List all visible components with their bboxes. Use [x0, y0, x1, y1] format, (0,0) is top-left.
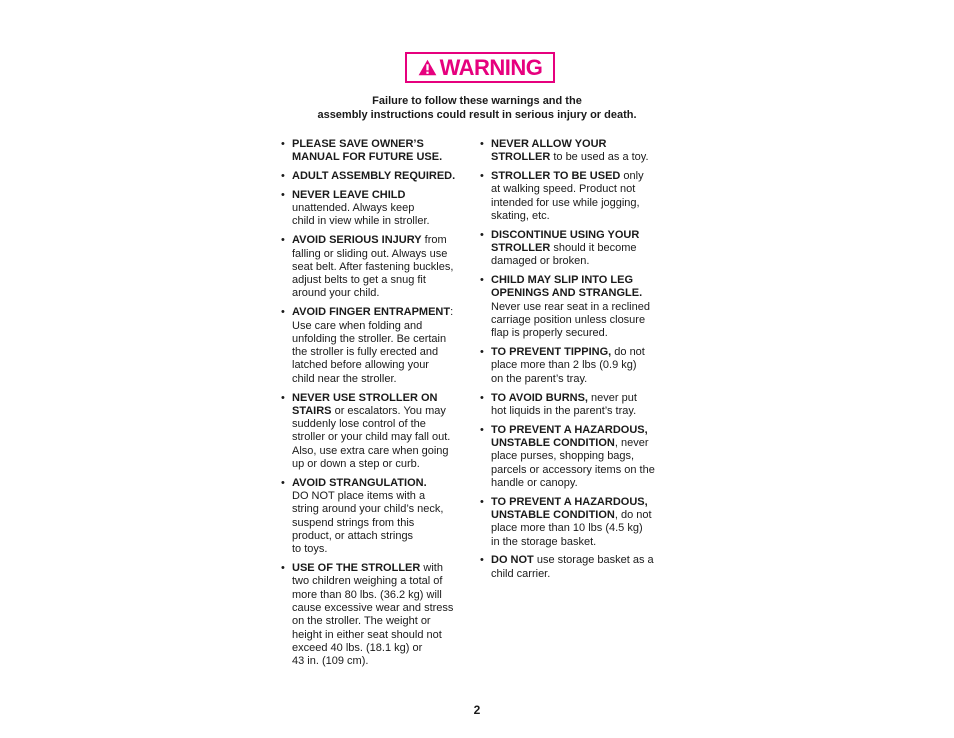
warning-text: on the stroller. The weight or — [292, 615, 431, 628]
warning-text: to be used as a toy. — [550, 151, 649, 164]
warning-text: : — [450, 306, 454, 319]
warning-line — [491, 373, 670, 386]
warning-text: unfolding the stroller. Be certain — [292, 332, 447, 345]
warning-emphasis: STROLLER — [491, 242, 551, 255]
warning-text: to toys. — [292, 543, 328, 556]
warning-line — [292, 287, 471, 300]
warning-text: the stroller is fully erected and — [292, 346, 439, 359]
warning-line — [491, 450, 670, 463]
warning-line — [292, 138, 471, 151]
warning-line — [491, 392, 670, 405]
warning-line — [491, 522, 670, 535]
warning-line — [292, 248, 471, 261]
warning-item — [480, 229, 670, 269]
warning-text: unattended. Always keep — [292, 202, 415, 215]
warning-item — [480, 496, 670, 549]
warning-line — [292, 373, 471, 386]
warning-text: damaged or broken. — [491, 255, 590, 268]
intro-line: assembly instructions could result in serious injury or death. — [317, 109, 637, 121]
warning-text: height in either seat should not — [292, 628, 442, 641]
warning-text: skating, etc. — [491, 209, 550, 222]
warning-text: on the parent’s tray. — [491, 372, 588, 385]
warning-emphasis: STROLLER TO BE USED — [491, 170, 621, 183]
warning-item — [480, 138, 670, 165]
warning-emphasis: AVOID SERIOUS INJURY — [292, 234, 422, 247]
warning-line — [491, 301, 670, 314]
bullet: • — [281, 562, 285, 575]
warning-text: string around your child’s neck, — [292, 503, 444, 516]
warning-line — [292, 320, 471, 333]
warning-line — [491, 554, 670, 567]
warning-emphasis: UNSTABLE CONDITION — [491, 508, 615, 521]
warning-text: only — [620, 170, 644, 183]
warning-line — [491, 183, 670, 196]
warning-text: or escalators. You may — [331, 404, 446, 417]
warning-text: place purses, shopping bags, — [491, 450, 635, 463]
warning-text: Use care when folding and — [292, 319, 423, 332]
warning-line — [292, 346, 471, 359]
warning-item — [480, 170, 670, 223]
bullet: • — [281, 170, 285, 183]
warning-text: Also, use extra care when going — [292, 444, 449, 457]
warning-emphasis: TO PREVENT A HAZARDOUS, — [491, 495, 648, 508]
warning-line — [292, 359, 471, 372]
warning-title: WARNING — [439, 54, 543, 80]
warning-text: hot liquids in the parent’s tray. — [491, 404, 637, 417]
warning-text: suddenly lose control of the — [292, 418, 426, 431]
warning-text: , never — [614, 436, 649, 449]
warning-text: more than 80 lbs. (36.2 kg) will — [292, 588, 442, 601]
warning-text: parcels or accessory items on the — [491, 463, 655, 476]
warning-line — [491, 287, 670, 300]
bullet: • — [281, 138, 285, 150]
warning-text: place more than 10 lbs (4.5 kg) — [491, 522, 643, 535]
bullet: • — [480, 391, 484, 404]
warning-text: handle or canopy. — [491, 476, 578, 489]
warning-line — [491, 151, 670, 164]
warning-text: never put — [587, 391, 637, 404]
warning-line — [491, 405, 670, 418]
warning-text: exceed 40 lbs. (18.1 kg) or — [292, 641, 423, 654]
warning-text: falling or sliding out. Always use — [292, 247, 448, 260]
warning-line — [292, 445, 471, 458]
warning-item — [480, 274, 670, 340]
warning-item — [281, 477, 471, 557]
warning-line — [491, 210, 670, 223]
warning-line — [491, 424, 670, 437]
warning-text: around your child. — [292, 287, 380, 300]
warning-text: product, or attach strings — [292, 530, 414, 543]
warning-item — [281, 189, 471, 229]
warning-text: with — [420, 562, 443, 575]
warning-line — [292, 543, 471, 556]
warning-line — [491, 359, 670, 372]
warning-line — [491, 255, 670, 268]
warning-text: place more than 2 lbs (0.9 kg) — [491, 359, 637, 372]
bullet: • — [281, 391, 285, 404]
warning-line — [491, 314, 670, 327]
bullet: • — [281, 476, 285, 489]
warning-line — [292, 458, 471, 471]
bullet: • — [281, 234, 285, 247]
warning-line — [292, 306, 471, 319]
warning-emphasis: NEVER LEAVE CHILD — [292, 188, 406, 201]
warning-line — [491, 477, 670, 490]
warning-emphasis: NEVER ALLOW YOUR — [491, 138, 607, 150]
warning-item — [480, 392, 670, 419]
bullet: • — [480, 228, 484, 241]
warning-line — [491, 509, 670, 522]
warning-line — [292, 234, 471, 247]
warning-emphasis: CHILD MAY SLIP INTO LEG — [491, 274, 634, 287]
warning-text: should it become — [550, 242, 637, 255]
warning-text: DO NOT place items with a — [292, 490, 426, 503]
warning-line — [491, 327, 670, 340]
warning-line — [491, 536, 670, 549]
warning-line — [292, 602, 471, 615]
warning-line — [292, 655, 471, 668]
warning-line — [292, 215, 471, 228]
warning-text: use storage basket as a — [533, 554, 654, 567]
intro-line: Failure to follow these warnings and the — [372, 95, 582, 107]
warning-text: two children weighing a total of — [292, 575, 443, 588]
warning-emphasis: TO PREVENT A HAZARDOUS, — [491, 423, 648, 436]
warning-item — [281, 562, 471, 668]
bullet: • — [480, 138, 484, 150]
bullet: • — [480, 554, 484, 567]
intro-warning — [240, 94, 714, 122]
warning-text: from — [421, 234, 447, 247]
bullet: • — [480, 170, 484, 183]
warning-line — [292, 333, 471, 346]
warning-emphasis: DISCONTINUE USING YOUR — [491, 228, 640, 241]
warning-emphasis: MANUAL FOR FUTURE USE. — [292, 151, 443, 164]
warning-line — [292, 151, 471, 164]
warning-line — [292, 517, 471, 530]
warning-text: up or down a step or curb. — [292, 458, 420, 471]
warning-triangle-icon — [418, 59, 437, 76]
warning-item — [281, 392, 471, 472]
warning-item — [281, 306, 471, 386]
warnings-column-left — [281, 138, 471, 674]
warning-emphasis: PLEASE SAVE OWNER’S — [292, 138, 424, 150]
warning-line — [292, 170, 471, 183]
warning-emphasis: AVOID STRANGULATION. — [292, 476, 427, 489]
warning-text: suspend strings from this — [292, 516, 415, 529]
warning-line — [292, 418, 471, 431]
bullet: • — [480, 346, 484, 359]
bullet: • — [480, 274, 484, 287]
warning-line — [491, 274, 670, 287]
warning-line — [292, 503, 471, 516]
warning-line — [491, 464, 670, 477]
bullet: • — [480, 495, 484, 508]
warning-line — [491, 242, 670, 255]
warning-line — [292, 530, 471, 543]
warning-text: in the storage basket. — [491, 535, 597, 548]
warning-line — [292, 629, 471, 642]
warning-item — [281, 234, 471, 300]
warning-text: stroller or your child may fall out. — [292, 431, 451, 444]
warning-line — [292, 431, 471, 444]
warning-line — [292, 562, 471, 575]
warning-emphasis: OPENINGS AND STRANGLE. — [491, 287, 643, 300]
warning-text: cause excessive wear and stress — [292, 602, 454, 614]
warning-line — [292, 642, 471, 655]
page-number: 2 — [473, 703, 481, 717]
warnings-column-right — [480, 138, 670, 586]
warning-item — [281, 170, 471, 183]
warning-emphasis: STROLLER — [491, 151, 551, 164]
warning-line — [292, 274, 471, 287]
warning-line — [491, 496, 670, 509]
warning-text: intended for use while jogging, — [491, 196, 640, 209]
warning-text: do not — [611, 346, 645, 359]
warning-emphasis: DO NOT — [491, 554, 534, 567]
warning-text: seat belt. After fastening buckles, — [292, 260, 454, 273]
warning-emphasis: USE OF THE STROLLER — [292, 562, 421, 575]
bullet: • — [480, 423, 484, 436]
warning-line — [292, 615, 471, 628]
warning-emphasis: STAIRS — [292, 404, 332, 417]
warning-banner — [405, 52, 555, 83]
warning-line — [491, 197, 670, 210]
warning-text: at walking speed. Product not — [491, 183, 636, 196]
warning-item — [480, 346, 670, 386]
warning-emphasis: AVOID FINGER ENTRAPMENT — [292, 306, 451, 319]
warning-emphasis: UNSTABLE CONDITION — [491, 436, 615, 449]
warning-line — [491, 138, 670, 151]
warning-line — [491, 170, 670, 183]
warning-line — [292, 202, 471, 215]
warning-line — [292, 392, 471, 405]
warning-line — [292, 589, 471, 602]
warning-emphasis: NEVER USE STROLLER ON — [292, 391, 438, 404]
warning-emphasis: ADULT ASSEMBLY REQUIRED. — [292, 170, 456, 183]
warning-line — [491, 437, 670, 450]
warning-text: flap is properly secured. — [491, 327, 608, 340]
warning-text: adjust belts to get a snug fit — [292, 274, 426, 287]
warning-text: latched before allowing your — [292, 359, 429, 372]
warning-line — [292, 405, 471, 418]
bullet: • — [281, 306, 285, 319]
warning-text: , do not — [614, 508, 652, 521]
bullet: • — [281, 188, 285, 201]
warning-item — [480, 424, 670, 490]
warning-text: child carrier. — [491, 567, 551, 580]
warning-text: child in view while in stroller. — [292, 215, 430, 228]
warning-line — [292, 261, 471, 274]
warning-line — [491, 229, 670, 242]
warning-item — [480, 554, 670, 581]
warning-line — [491, 346, 670, 359]
warning-emphasis: TO AVOID BURNS, — [491, 391, 588, 404]
warning-text: child near the stroller. — [292, 372, 397, 385]
warning-line — [292, 477, 471, 490]
warning-text: carriage position unless closure — [491, 314, 646, 327]
warning-line — [292, 575, 471, 588]
warning-line — [292, 189, 471, 202]
warning-text: Never use rear seat in a reclined — [491, 300, 650, 313]
warning-line — [491, 568, 670, 581]
warning-line — [292, 490, 471, 503]
warning-text: 43 in. (109 cm). — [292, 655, 369, 668]
warning-emphasis: TO PREVENT TIPPING, — [491, 346, 612, 359]
warning-item — [281, 138, 471, 165]
